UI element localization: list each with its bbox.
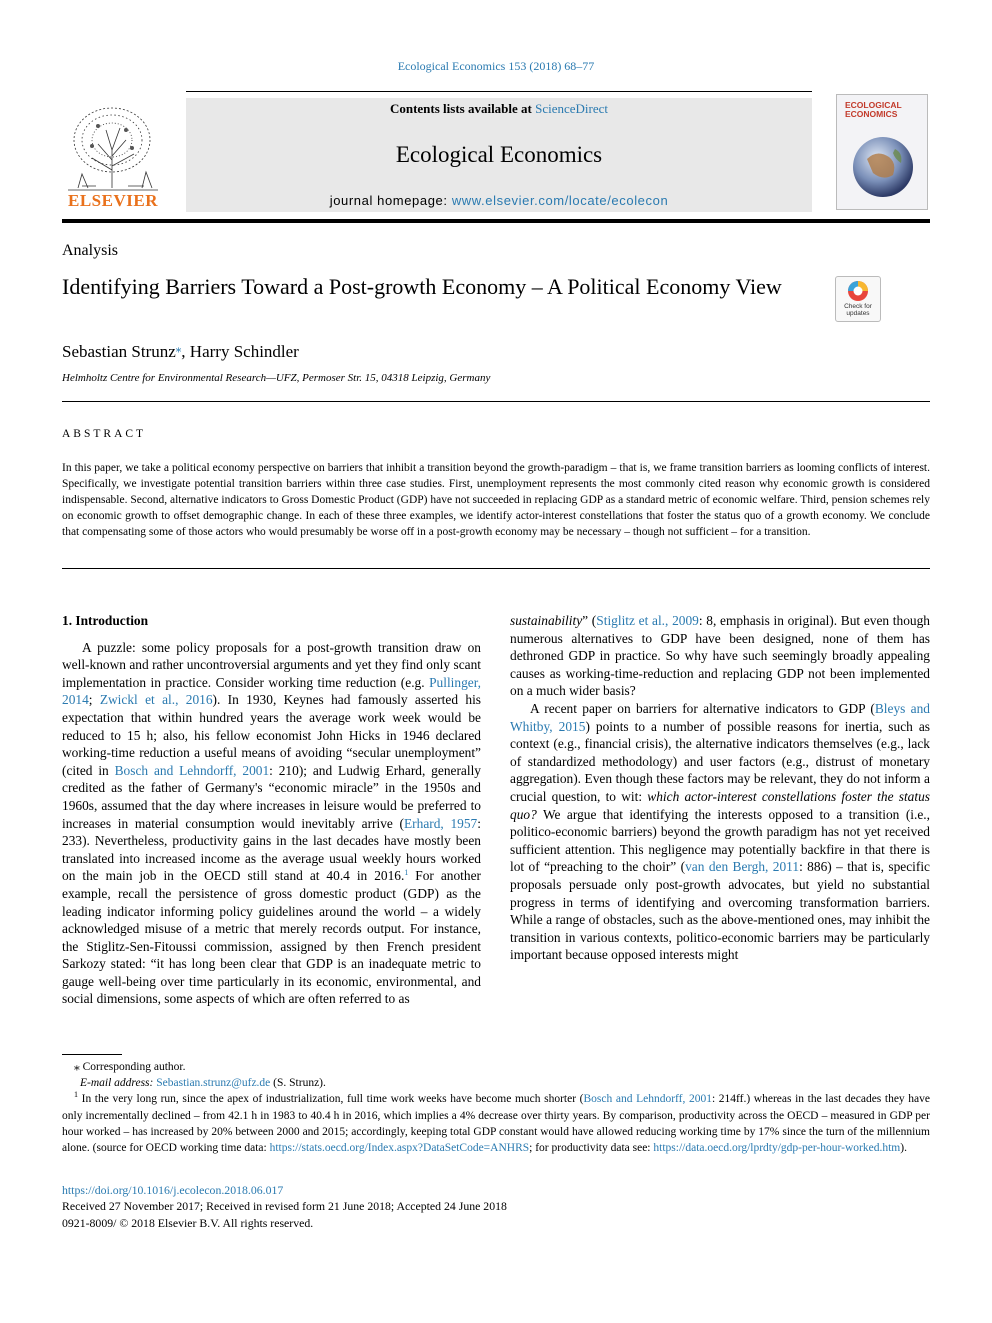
abstract-bottom-rule <box>62 568 930 569</box>
text-run: (S. Strunz). <box>270 1077 326 1090</box>
oecd-working-time-link[interactable]: https://stats.oecd.org/Index.aspx?DataSetCode=ANHRS <box>269 1142 530 1155</box>
body-paragraph-continued <box>510 612 930 700</box>
footnote-ref[interactable]: 1 <box>404 868 409 878</box>
contents-line <box>186 101 812 117</box>
article-info-block <box>62 1182 507 1231</box>
citation-link[interactable]: Erhard, 1957 <box>404 815 478 831</box>
globe-icon <box>837 119 927 209</box>
sciencedirect-link[interactable]: ScienceDirect <box>535 101 609 116</box>
cover-title-line-2: ECONOMICS <box>845 109 898 119</box>
copyright-line: 0921-8009/ © 2018 Elsevier B.V. All rights reserved. <box>62 1215 314 1230</box>
journal-reference[interactable]: Ecological Economics 153 (2018) 68–77 <box>397 59 595 73</box>
homepage-prefix: journal homepage: <box>329 193 452 208</box>
contents-prefix: Contents lists available at <box>389 101 536 116</box>
citation-link[interactable]: Bosch and Lehndorff, 2001 <box>583 1093 712 1106</box>
text-run: We argue that identifying the interests opposed to a transition (i.e., politico-economic barriers) beyond the growth paradigm has not yet received sufficient attention. This negligence may potentially backfire in that there is lot of “preaching to the choir” ( <box>510 806 930 875</box>
check-label-line-2: updates <box>846 310 870 317</box>
citation-link[interactable]: Bosch and Lehndorff, 2001 <box>114 762 270 778</box>
article-section-label: Analysis <box>62 242 118 259</box>
citation-link[interactable]: Bleys and Whitby, 2015 <box>510 700 930 734</box>
abstract-top-rule <box>62 401 930 402</box>
text-run: : 210); and Ludwig Erhard, generally credited as the father of Germany's “economic miracle” in the 1950s and 1960s, assumed that the day where increases in leisure would be preferred to increases in material consumption would inevitably arrive ( <box>62 762 481 831</box>
journal-cover[interactable] <box>836 94 928 210</box>
check-for-updates-badge[interactable] <box>835 276 881 322</box>
header-thick-rule <box>62 219 930 223</box>
check-label-line-1: Check for <box>844 303 872 310</box>
citation-link[interactable]: Stiglitz et al., 2009 <box>596 613 699 628</box>
text-run: : 233). Nevertheless, productivity gains in the last decades have mostly been translated into increased income as the average usual weekly hours worked on the main job in the OECD still stand at 40.4 in 2016. <box>62 815 481 884</box>
body-paragraph <box>510 700 930 964</box>
text-run: : 886) – that is, specific proposals persuade only post-growth advocates, but yield no substantial progress in terms of identifying and overcoming transformation barriers. While a range of obstacles, such as the above-mentioned ones, may inhibit the transition in various contexts, politico-economic barriers may be particularly important because opposed interests might <box>510 859 930 963</box>
corresponding-author-mark[interactable]: ⁎ <box>175 343 182 355</box>
journal-homepage-line <box>186 193 812 208</box>
author-affiliation: Helmholtz Centre for Environmental Research—UFZ, Permoser Str. 15, 04318 Leipzig, Germany <box>62 372 491 384</box>
author-list <box>62 342 299 362</box>
email-label: E-mail address: <box>80 1077 157 1090</box>
text-run: For another example, recall the persistence of gross domestic product (GDP) as the leading indicator informing policy guidelines around the world – a widely acknowledged misuse of a metric that merely records output. For instance, the Stiglitz-Sen-Fitoussi commission, assigned by then French president Sarkozy stated: “it has long been clear that GDP is an inadequate metric to gauge well-being over time particularly in its economic, environmental, and social dimensions, some aspects of which are often referred to as <box>62 868 481 1007</box>
doi-link[interactable]: https://doi.org/10.1016/j.ecolecon.2018.06.017 <box>62 1183 284 1197</box>
elsevier-logo[interactable] <box>62 100 164 212</box>
citation-link[interactable]: Zwickl et al., 2016 <box>99 692 213 708</box>
text-run: ; <box>88 692 100 708</box>
footnote-mark: ⁎ <box>74 1061 80 1073</box>
elsevier-wordmark: ELSEVIER <box>68 191 158 210</box>
footnote-rule <box>62 1054 122 1055</box>
text-run: : 8, emphasis in original). But even though numerous alternatives to GDP have been designed, none of them has dethroned GDP in practice. So why have such seemingly broadly appealing causes as working-time-reduction and replacing GDP not been implemented on a much wider basis? <box>510 613 930 699</box>
text-run: ). In 1930, Keynes had famously asserted his expectation that within hundred years the average work week would be reduced to 15 h; also, his fellow economist John Hicks in 1946 declared working-time reduction a useful means of avoiding “secular unemployment” (cited in <box>62 692 481 778</box>
body-column-right <box>510 612 930 964</box>
body-column-left <box>62 612 481 1008</box>
cover-title-line-1: ECOLOGICAL <box>845 100 902 110</box>
text-run: ; for productivity data see: <box>529 1142 654 1155</box>
journal-name: Ecological Economics <box>395 142 603 167</box>
text-run: Corresponding author. <box>79 1061 186 1073</box>
corresponding-author-note <box>62 1059 930 1075</box>
email-link[interactable]: Sebastian.strunz@ufz.de <box>156 1077 271 1090</box>
text-run: ). <box>900 1142 907 1155</box>
crossmark-icon <box>847 280 869 302</box>
cover-title <box>845 101 902 119</box>
abstract-text: In this paper, we take a political economy perspective on barriers that inhibit a transition beyond the growth-paradigm – that is, we frame transition barriers as looming conflicts of interest. Specifically, we investigate potential transition barriers within three case studies. First, unemployment represents the most commonly cited reason why economic growth is considered indispensable. Second, alternative indicators to Gross Domestic Product (GDP) have not succeeded in replacing GDP as a standard metric of economic welfare. Third, pension schemes rely on economic growth to offset demographic change. In each of these three examples, we identify actor-interest constellations that foster the status quo of a growth economy. We conclude that compensating some of those actors who would presumably be worse off in a post-growth economy may be necessary – though not sufficient – for a transition. <box>62 462 930 538</box>
homepage-link[interactable]: www.elsevier.com/locate/ecolecon <box>451 193 669 208</box>
text-run: ” ( <box>582 613 597 628</box>
email-note <box>62 1075 930 1091</box>
author-name: Harry Schindler <box>189 342 299 361</box>
text-run: : 214ff.) whereas in the last decades they have only incrementally declined – from 42.1 h in 1983 to 40.4 h in 2016, which implies a 4% decrease over thirty years. By comparison, productivity across the OECD – measured in GDP per hour worked – has increased by 20% between 2000 and 2015; accordingly, keeping total GDP constant would have allowed reducing working time by 17% since the turn of the millennium alone. (source for OECD working time data: <box>62 1093 931 1155</box>
abstract-heading: ABSTRACT <box>62 428 147 440</box>
received-history: Received 27 November 2017; Received in revised form 21 June 2018; Accepted 24 June 2018 <box>62 1199 507 1214</box>
author-separator: , <box>181 342 190 361</box>
footnote-mark: 1 <box>74 1090 78 1100</box>
body-paragraph <box>62 639 481 1008</box>
footnotes <box>62 1059 930 1156</box>
section-heading: 1. Introduction <box>62 613 149 628</box>
emphasis: sustainability <box>510 613 583 628</box>
citation-link[interactable]: van den Bergh, 2011 <box>685 859 800 875</box>
text-run: ) points to a number of possible reasons for inertia, such as context (e.g., financial crisis), the alternative indicators themselves (e.g., lack of standardized methodology) and user factors (e.g., distrust of monetary aggregation). Even though these factors may be relevant, they do not inform a crucial question, to wit: <box>510 718 930 804</box>
emphasis: which actor-interest constellations foster the status quo? <box>510 788 930 822</box>
oecd-productivity-link[interactable]: https://data.oecd.org/lprdty/gdp-per-hour-worked.htm <box>653 1142 901 1155</box>
author-name: Sebastian Strunz <box>62 342 176 361</box>
article-title: Identifying Barriers Toward a Post-growth Economy – A Political Economy View <box>62 274 782 299</box>
citation-link[interactable]: Pullinger, 2014 <box>62 674 481 708</box>
header-top-rule <box>186 91 812 92</box>
text-run: In the very long run, since the apex of industrialization, full time work weeks have become much shorter ( <box>78 1093 584 1106</box>
check-for-updates-label <box>836 303 880 317</box>
text-run: A recent paper on barriers for alternative indicators to GDP ( <box>530 700 875 716</box>
text-run: A puzzle: some policy proposals for a post-growth transition draw on well-known and rather uncontroversial arguments and yet they find only scant implementation in practice. Consider working time reduction (e.g. <box>62 639 481 690</box>
footnote-1 <box>62 1091 930 1156</box>
